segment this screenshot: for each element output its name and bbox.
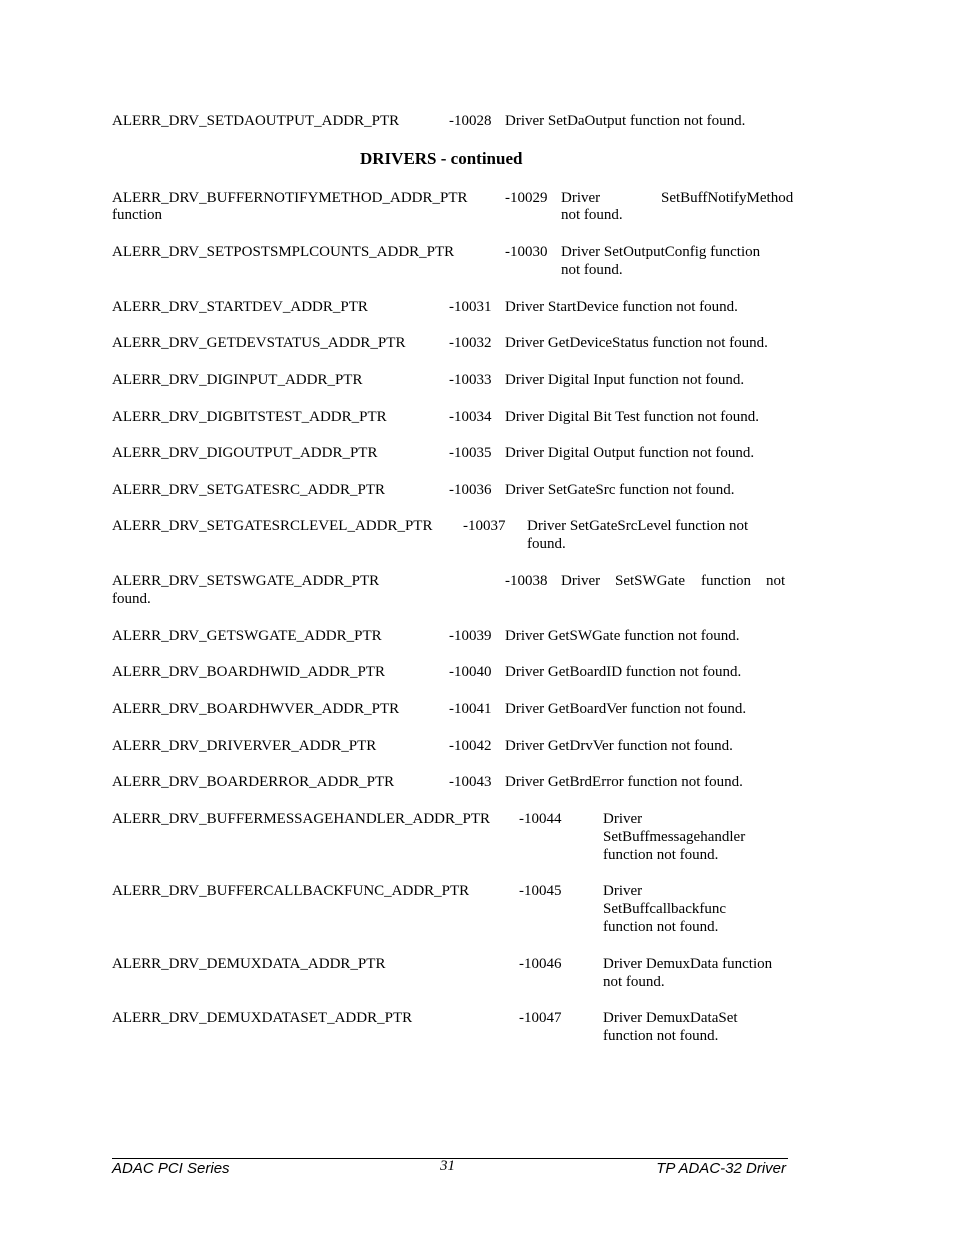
error-name: ALERR_DRV_BOARDERROR_ADDR_PTR — [112, 774, 395, 790]
error-description: Driver DemuxData function — [603, 956, 773, 972]
error-description: Driver GetBrdError function not found. — [505, 774, 743, 790]
error-code: -10040 — [449, 664, 492, 680]
error-name: ALERR_DRV_BUFFERCALLBACKFUNC_ADDR_PTR — [112, 883, 470, 899]
error-description: Driver Digital Bit Test function not found. — [505, 409, 760, 425]
error-code: -10036 — [449, 482, 492, 498]
section-title: DRIVERS - continued — [360, 149, 523, 168]
error-description: Driver — [603, 811, 643, 827]
error-code: -10037 — [463, 518, 506, 534]
error-code: -10029 — [505, 190, 548, 206]
error-description: Driver StartDevice function not found. — [505, 299, 738, 315]
error-code: -10039 — [449, 628, 492, 644]
error-description: Driver GetBoardVer function not found. — [505, 701, 747, 717]
error-description: Driver — [603, 883, 643, 899]
error-code: -10047 — [519, 1010, 562, 1026]
error-description: SetBuffcallbackfunc — [603, 901, 727, 917]
error-code: -10041 — [449, 701, 492, 717]
error-name-wrap: function — [112, 207, 162, 223]
error-code: -10045 — [519, 883, 562, 899]
error-description: Driver GetDeviceStatus function not found. — [505, 335, 768, 351]
error-description: Driver SetOutputConfig function — [561, 244, 761, 260]
error-name: ALERR_DRV_BUFFERMESSAGEHANDLER_ADDR_PTR — [112, 811, 491, 827]
error-description: Driver SetGateSrcLevel function not — [527, 518, 749, 534]
error-description: Driver — [561, 190, 601, 206]
page-number: 31 — [440, 1158, 455, 1174]
error-name: ALERR_DRV_SETGATESRCLEVEL_ADDR_PTR — [112, 518, 433, 534]
error-description: function not found. — [603, 919, 719, 935]
error-description: function — [701, 573, 751, 589]
footer-right: TP ADAC-32 Driver — [656, 1160, 786, 1177]
error-description: SetBuffNotifyMethod — [661, 190, 794, 206]
error-description: found. — [527, 536, 566, 552]
error-code: -10046 — [519, 956, 562, 972]
error-name: ALERR_DRV_SETSWGATE_ADDR_PTR — [112, 573, 380, 589]
error-code: -10032 — [449, 335, 492, 351]
error-description: SetSWGate — [615, 573, 685, 589]
error-description: not found. — [603, 974, 665, 990]
error-description: not found. — [561, 207, 623, 223]
error-description: Driver GetSWGate function not found. — [505, 628, 740, 644]
error-name: ALERR_DRV_DIGINPUT_ADDR_PTR — [112, 372, 363, 388]
error-description: Driver GetDrvVer function not found. — [505, 738, 733, 754]
error-description: function not found. — [603, 1028, 719, 1044]
error-code: -10033 — [449, 372, 492, 388]
error-name: ALERR_DRV_DEMUXDATASET_ADDR_PTR — [112, 1010, 413, 1026]
error-code: -10035 — [449, 445, 492, 461]
error-description: Driver SetDaOutput function not found. — [505, 113, 746, 129]
error-code: -10038 — [505, 573, 548, 589]
error-code: -10031 — [449, 299, 492, 315]
error-description: not — [766, 573, 786, 589]
error-name: ALERR_DRV_DRIVERVER_ADDR_PTR — [112, 738, 377, 754]
footer-left: ADAC PCI Series — [112, 1160, 230, 1177]
error-name: ALERR_DRV_STARTDEV_ADDR_PTR — [112, 299, 368, 315]
error-description: Driver Digital Input function not found. — [505, 372, 745, 388]
error-name: ALERR_DRV_SETDAOUTPUT_ADDR_PTR — [112, 113, 400, 129]
error-name: ALERR_DRV_GETSWGATE_ADDR_PTR — [112, 628, 382, 644]
error-description: function not found. — [603, 847, 719, 863]
error-description: Driver SetGateSrc function not found. — [505, 482, 735, 498]
error-name: ALERR_DRV_BOARDHWID_ADDR_PTR — [112, 664, 385, 680]
error-name: ALERR_DRV_BUFFERNOTIFYMETHOD_ADDR_PTR — [112, 190, 468, 206]
error-description: Driver Digital Output function not found. — [505, 445, 755, 461]
error-code: -10042 — [449, 738, 492, 754]
error-description: not found. — [561, 262, 623, 278]
error-name: ALERR_DRV_DIGOUTPUT_ADDR_PTR — [112, 445, 378, 461]
error-name: ALERR_DRV_DIGBITSTEST_ADDR_PTR — [112, 409, 387, 425]
error-code: -10028 — [449, 113, 492, 129]
error-description: Driver — [561, 573, 601, 589]
error-name: ALERR_DRV_GETDEVSTATUS_ADDR_PTR — [112, 335, 406, 351]
error-description: Driver GetBoardID function not found. — [505, 664, 742, 680]
error-name: ALERR_DRV_DEMUXDATA_ADDR_PTR — [112, 956, 386, 972]
error-name: ALERR_DRV_BOARDHWVER_ADDR_PTR — [112, 701, 400, 717]
error-code: -10030 — [505, 244, 548, 260]
error-description: SetBuffmessagehandler — [603, 829, 746, 845]
error-name-wrap: found. — [112, 591, 151, 607]
error-name: ALERR_DRV_SETPOSTSMPLCOUNTS_ADDR_PTR — [112, 244, 455, 260]
error-code: -10034 — [449, 409, 492, 425]
error-description: Driver DemuxDataSet — [603, 1010, 738, 1026]
error-name: ALERR_DRV_SETGATESRC_ADDR_PTR — [112, 482, 385, 498]
error-code: -10044 — [519, 811, 562, 827]
error-code: -10043 — [449, 774, 492, 790]
